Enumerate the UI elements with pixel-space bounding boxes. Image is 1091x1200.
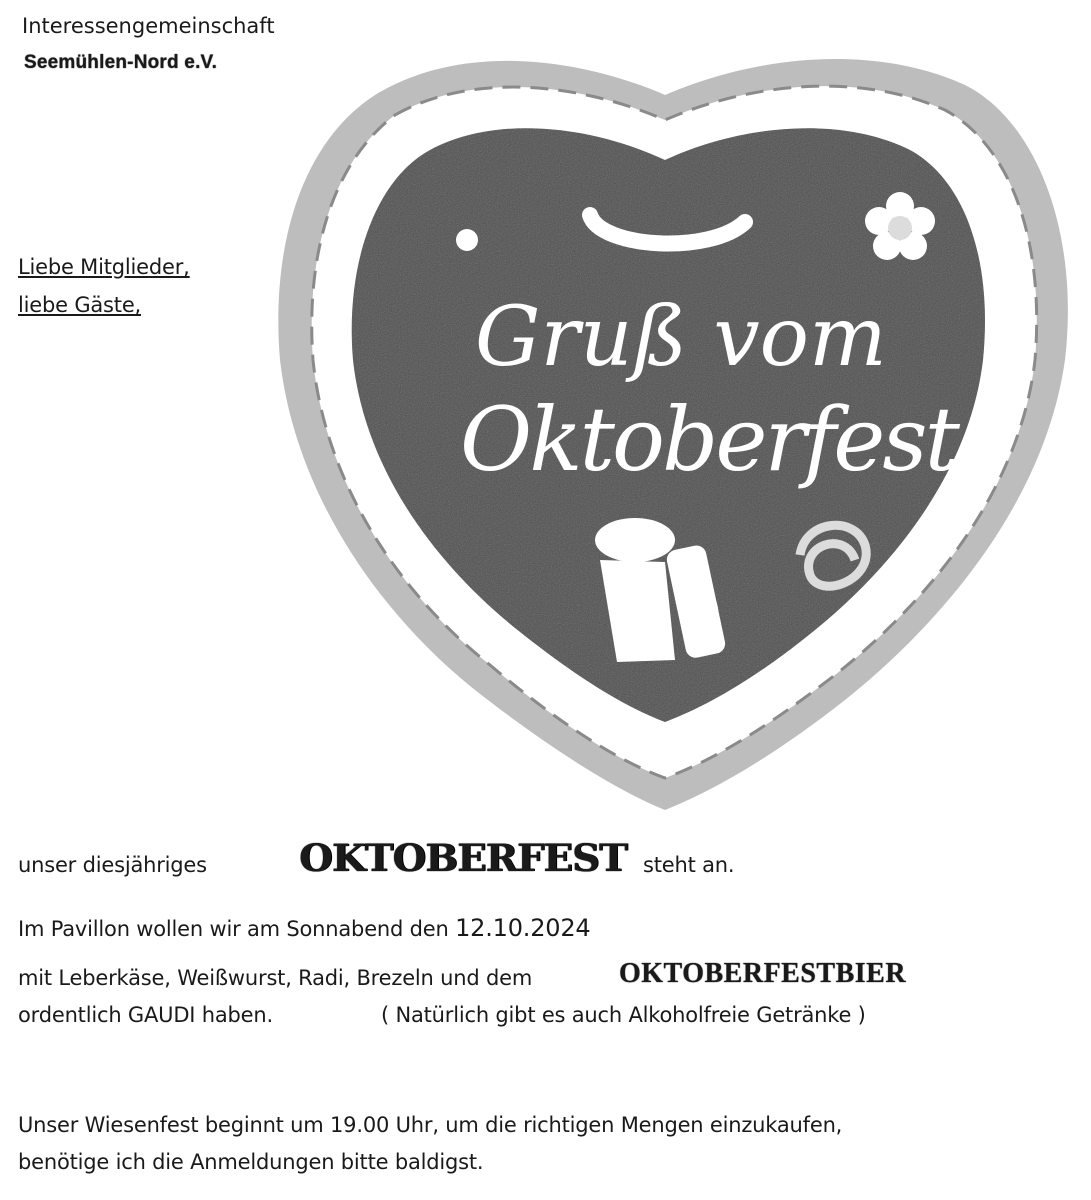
paragraph-2-text: Im Pavillon wollen wir am Sonnabend den [18, 917, 449, 941]
paragraph-5-line-2: benötige ich die Anmeldungen bitte baldigst. [18, 1150, 484, 1174]
paragraph-4-left: ordentlich GAUDI haben. [18, 1003, 273, 1027]
heart-text-line1: Gruß vom [475, 290, 887, 385]
oktoberfestbier-highlight: OKTOBERFESTBIER [619, 958, 907, 989]
paragraph-3-text: mit Leberkäse, Weißwurst, Radi, Brezeln und dem [18, 966, 533, 990]
paragraph-1-start: unser diesjähriges [18, 853, 207, 877]
gingerbread-heart-image [245, 0, 1085, 820]
paragraph-2 [18, 914, 591, 942]
paragraph-4-right: ( Natürlich gibt es auch Alkoholfreie Getränke ) [381, 1003, 866, 1027]
org-name: Interessengemeinschaft [22, 14, 275, 38]
paragraph-1-end: steht an. [643, 853, 735, 877]
event-date: 12.10.2024 [455, 914, 591, 942]
greeting-line-1: Liebe Mitglieder, [18, 255, 190, 279]
paragraph-5-line-1: Unser Wiesenfest beginnt um 19.00 Uhr, um die richtigen Mengen einzukaufen, [18, 1113, 843, 1137]
heart-text-line2: Oktoberfest [460, 388, 960, 491]
oktoberfest-highlight: OKTOBERFEST [299, 836, 627, 880]
greeting-line-2: liebe Gäste, [18, 293, 142, 317]
org-subtitle: Seemühlen-Nord e.V. [24, 52, 218, 73]
